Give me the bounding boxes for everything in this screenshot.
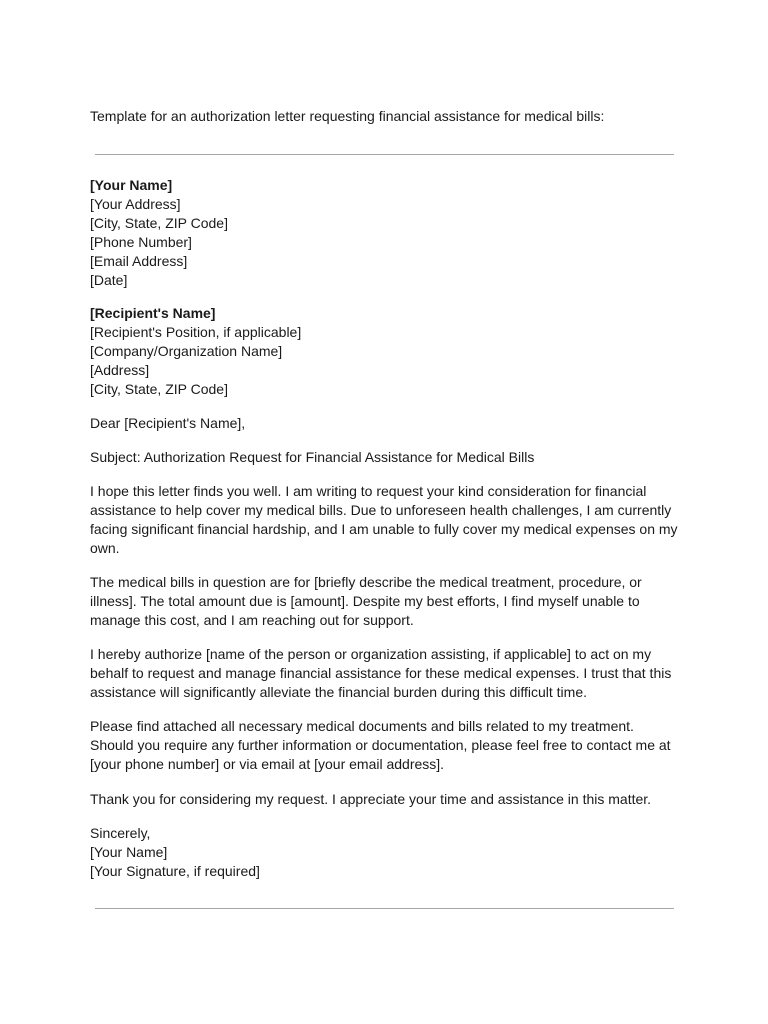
sender-block (90, 176, 680, 290)
sender-date: [Date] (90, 272, 128, 288)
recipient-organization: [Company/Organization Name] (90, 343, 283, 359)
recipient-name: [Recipient's Name] (90, 305, 216, 321)
body-paragraph: The medical bills in question are for [briefly describe the medical treatment, procedure, or illness]. The total amount due is [amount]. Despite my best efforts, I find myself unable to manage this cost, and I am reaching out for support. (90, 574, 642, 628)
recipient-address: [Address] (90, 362, 150, 378)
closing-signature: [Your Signature, if required] (90, 863, 260, 879)
sender-phone: [Phone Number] (90, 234, 192, 250)
closing-block (90, 824, 680, 881)
salutation: Dear [Recipient's Name], (90, 415, 246, 431)
valediction: Sincerely, (90, 825, 151, 841)
recipient-city: [City, State, ZIP Code] (90, 381, 228, 397)
template-intro: Template for an authorization letter requesting financial assistance for medical bills: (90, 108, 605, 124)
body-paragraph: I hope this letter finds you well. I am writing to request your kind consideration for financial assistance to help cover my medical bills. Due to unforeseen health challenges, I am currently facing significant financial hardship, and I am unable to fully cover my medical expenses on my own. (90, 483, 678, 556)
body-paragraph: Thank you for considering my request. I appreciate your time and assistance in this matter. (90, 791, 652, 807)
sender-name: [Your Name] (90, 177, 173, 193)
subject-line: Subject: Authorization Request for Financial Assistance for Medical Bills (90, 449, 535, 465)
closing-name: [Your Name] (90, 844, 168, 860)
sender-email: [Email Address] (90, 253, 188, 269)
top-divider (95, 154, 674, 155)
sender-address: [Your Address] (90, 196, 181, 212)
bottom-divider (95, 908, 674, 909)
recipient-block (90, 304, 680, 399)
body-paragraph: I hereby authorize [name of the person or organization assisting, if applicable] to act on my behalf to request and manage financial assistance for these medical expenses. I trust that this assistance will significantly alleviate the financial burden during this difficult time. (90, 646, 672, 700)
recipient-position: [Recipient's Position, if applicable] (90, 324, 302, 340)
sender-city: [City, State, ZIP Code] (90, 215, 228, 231)
body-paragraph: Please find attached all necessary medical documents and bills related to my treatment. Should you require any further information or documentation, please feel free to contact me at [your phone number] or via email at [your email address]. (90, 718, 671, 772)
